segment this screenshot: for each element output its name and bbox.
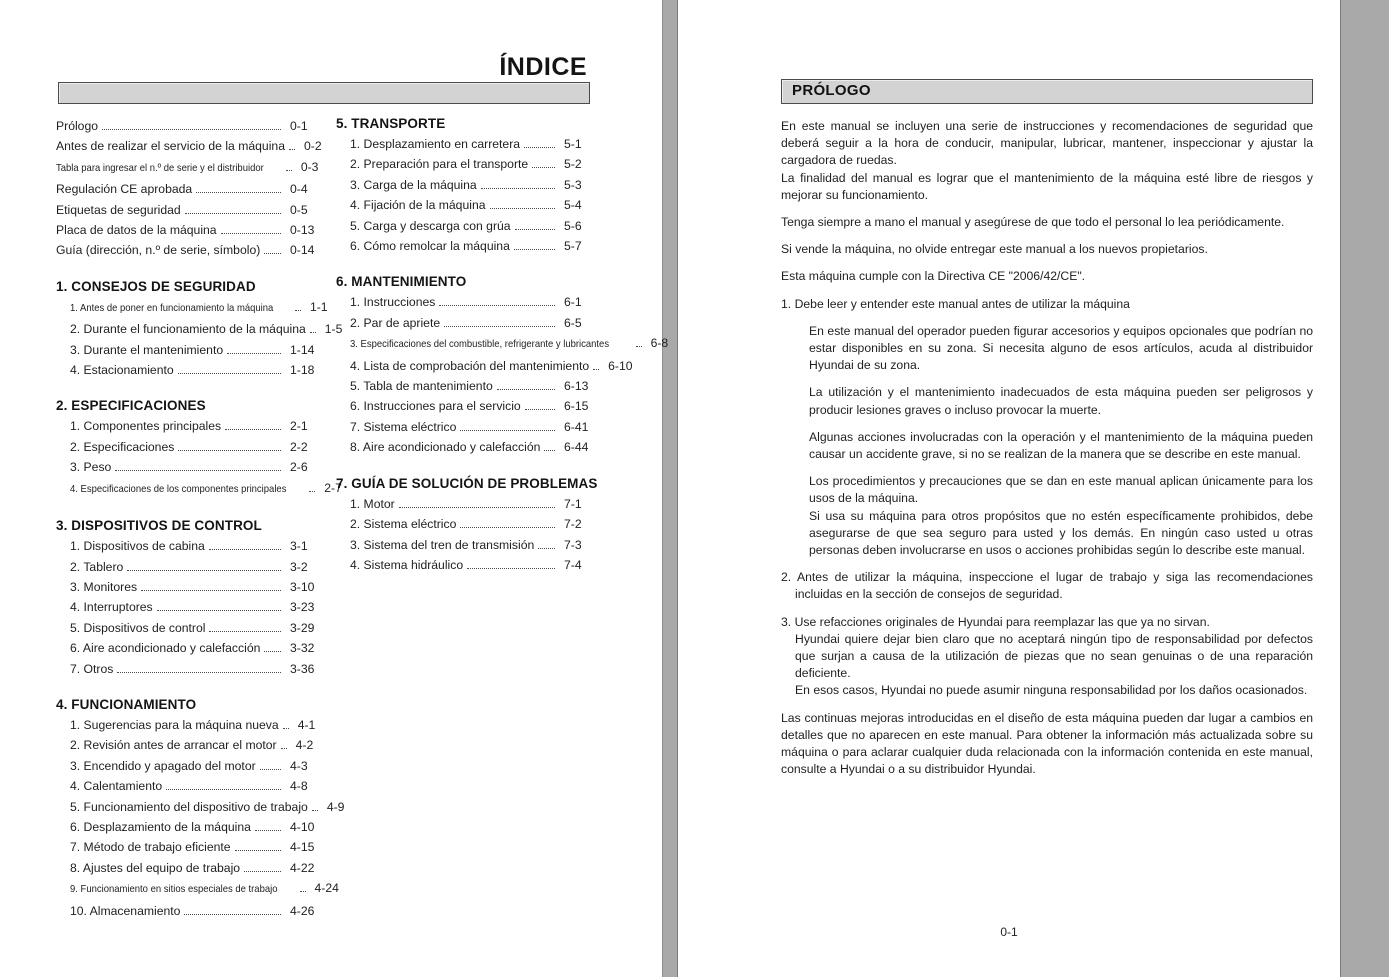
toc-entry-label: 3. Sistema del tren de transmisión [350, 537, 535, 552]
toc-dot-leader [286, 170, 292, 171]
toc-dot-leader [115, 470, 281, 471]
toc-entry-page: 4-15 [290, 840, 315, 855]
prologo-paragraph: 1. Debe leer y entender este manual antes de utilizar la máquina [781, 296, 1130, 311]
toc-entry[interactable] [56, 437, 324, 457]
toc-entry[interactable] [336, 555, 598, 575]
toc-entry-label: 5. Funcionamiento del dispositivo de trabajo [70, 799, 308, 814]
toc-entry[interactable] [56, 179, 324, 199]
toc-group [336, 274, 669, 457]
toc-entry-page: 7-2 [564, 517, 582, 532]
toc-entry-label: 1. Motor [350, 496, 395, 511]
toc-group [56, 518, 324, 679]
toc-dot-leader [524, 147, 555, 148]
section-title: PRÓLOGO [792, 82, 871, 99]
table-of-contents [56, 116, 669, 939]
toc-dot-leader [244, 871, 281, 872]
toc-entry-label: 9. Funcionamiento en sitios especiales de trabajo [70, 884, 278, 896]
toc-entry-page: 7-4 [564, 557, 582, 572]
toc-entry[interactable] [56, 797, 345, 817]
toc-entry[interactable] [56, 557, 324, 577]
toc-entry[interactable] [56, 319, 343, 339]
page-left-indice [0, 0, 669, 977]
toc-entry-label: 2. Par de apriete [350, 315, 441, 330]
toc-group-heading: 7. GUÍA DE SOLUCIÓN DE PROBLEMAS [336, 475, 598, 491]
toc-group [336, 476, 598, 576]
prologo-paragraph: La finalidad del manual es lograr que el mantenimiento de la máquina esté libre de riesgos y mejorar su funcionamiento. [781, 170, 1314, 202]
toc-entry-label: 2. Revisión antes de arrancar el motor [70, 738, 277, 753]
toc-entry-page: 2-6 [290, 460, 308, 475]
prologo-paragraph: La utilización y el mantenimiento inadecuados de esta máquina pueden ser peligrosos y producir lesiones graves o incluso provocar la muerte. [809, 385, 1314, 417]
toc-dot-leader [185, 213, 281, 214]
toc-entry-label: 7. Método de trabajo eficiente [70, 840, 231, 855]
prologo-body [781, 118, 1313, 789]
toc-entry[interactable] [336, 236, 598, 256]
toc-entry[interactable] [56, 715, 324, 735]
toc-dot-leader [264, 253, 281, 254]
toc-group-heading: 3. DISPOSITIVOS DE CONTROL [56, 518, 262, 534]
toc-entry-page: 0-4 [290, 182, 308, 197]
toc-entry-label: 2. Preparación para el transporte [350, 157, 529, 172]
toc-entry-page: 0-14 [290, 243, 315, 258]
toc-entry-page: 1-18 [290, 363, 315, 378]
toc-entry-page: 1-5 [324, 322, 343, 337]
toc-dot-leader [260, 769, 281, 770]
toc-entry-label: 1. Desplazamiento en carretera [350, 137, 521, 151]
toc-dot-leader [289, 149, 295, 150]
toc-entry[interactable] [56, 536, 324, 556]
toc-entry-page: 3-36 [290, 661, 315, 676]
toc-entry-page: 0-3 [300, 159, 319, 174]
page-title: ÍNDICE [499, 53, 588, 81]
toc-dot-leader [283, 728, 289, 729]
toc-group-heading: 2. ESPECIFICACIONES [56, 398, 206, 414]
toc-group-heading: 4. FUNCIONAMIENTO [56, 696, 197, 712]
toc-column-right [324, 116, 669, 939]
toc-entry-page: 4-24 [314, 881, 339, 896]
toc-entry-label: 2. Sistema eléctrico [350, 517, 457, 532]
toc-dot-leader [196, 192, 281, 193]
toc-dot-leader [184, 914, 281, 915]
toc-entry-label: 2. Especificaciones [70, 439, 175, 454]
toc-entry-label: 3. Carga de la máquina [350, 177, 477, 192]
toc-entry-page: 5-2 [564, 157, 582, 172]
toc-entry-page: 6-5 [564, 315, 582, 330]
toc-entry-label: 4. Interruptores [70, 600, 153, 615]
toc-entry[interactable] [336, 292, 598, 312]
toc-entry-label: Tabla para ingresar el n.º de serie y el distribuidor [56, 162, 264, 174]
prologo-paragraph: En esos casos, Hyundai no puede asumir ninguna responsabilidad por los daños ocasionados. [795, 683, 1308, 698]
toc-entry-label: 6. Cómo remolcar la máquina [350, 239, 510, 254]
toc-dot-leader [538, 548, 555, 549]
prologo-header-bar [781, 79, 1313, 104]
toc-dot-leader [514, 249, 555, 250]
toc-entry-page: 2-7 [324, 480, 342, 495]
toc-entry[interactable] [56, 116, 324, 136]
toc-entry-page: 3-1 [290, 539, 308, 554]
toc-entry-label: 4. Estacionamiento [70, 363, 174, 378]
toc-entry-page: 7-1 [564, 496, 582, 511]
toc-entry-page: 4-22 [290, 860, 315, 875]
page-right-prologo [678, 0, 1340, 977]
toc-entry[interactable] [56, 136, 324, 156]
toc-dot-leader [255, 830, 281, 831]
toc-entry-page: 3-29 [290, 620, 315, 635]
toc-dot-leader [295, 310, 301, 311]
toc-entry-page: 6-44 [564, 440, 589, 455]
toc-entry-label: 6. Aire acondicionado y calefacción [70, 641, 261, 656]
toc-entry[interactable] [336, 437, 598, 457]
prologo-paragraph: Los procedimientos y precauciones que se dan en este manual aplican únicamente para los usos de la máquina. [809, 474, 1314, 506]
toc-dot-leader [460, 527, 555, 528]
prologo-paragraph: Si vende la máquina, no olvide entregar este manual a los nuevos propietarios. [781, 242, 1208, 257]
toc-entry-label: 6. Instrucciones para el servicio [350, 399, 521, 414]
toc-entry[interactable] [336, 396, 598, 416]
prologo-paragraph: En este manual se incluyen una serie de instrucciones y recomendaciones de seguridad que deberá seguir a la hora de conducir, manipular, lubricar, mantener, inspeccionar y ajustar la cargadora de ruedas. [781, 119, 1314, 168]
toc-entry-label: 1. Dispositivos de cabina [70, 539, 205, 554]
toc-entry-page: 1-1 [309, 299, 328, 314]
toc-entry-page: 1-14 [290, 342, 315, 357]
toc-entry-page: 7-3 [564, 537, 582, 552]
toc-entry-page: 4-1 [297, 717, 316, 732]
toc-entry[interactable] [56, 817, 324, 837]
toc-entry-label: 4. Calentamiento [70, 779, 163, 794]
toc-entry[interactable] [56, 457, 324, 477]
toc-entry[interactable] [336, 535, 598, 555]
toc-entry[interactable] [336, 417, 598, 437]
toc-entry-label: 4. Especificaciones de los componentes principales [70, 483, 287, 495]
toc-entry-label: 8. Ajustes del equipo de trabajo [70, 860, 241, 875]
toc-dot-leader [209, 549, 281, 550]
toc-dot-leader [490, 208, 556, 209]
toc-entry[interactable] [56, 416, 324, 436]
toc-group [56, 116, 324, 261]
toc-entry-label: 3. Especificaciones del combustible, refrigerante y lubricantes [350, 339, 610, 351]
toc-entry-label: 2. Durante el funcionamiento de la máquina [70, 322, 306, 337]
toc-entry[interactable] [56, 878, 339, 900]
prologo-paragraph: Hyundai quiere dejar bien claro que no aceptará ningún tipo de responsabilidad por defectos que surjan a causa de la utilización de piezas que no sean genuinas o de una reparación deficiente. [795, 631, 1314, 681]
toc-entry[interactable] [336, 134, 598, 154]
toc-entry-label: Antes de realizar el servicio de la máquina [56, 139, 285, 154]
toc-entry[interactable] [56, 240, 324, 260]
toc-entry-page: 4-26 [290, 903, 315, 918]
toc-entry-label: 4. Sistema hidráulico [350, 557, 464, 572]
toc-entry-page: 3-10 [290, 579, 315, 594]
toc-dot-leader [178, 450, 281, 451]
toc-dot-leader [525, 409, 555, 410]
toc-entry-label: 2. Tablero [70, 559, 124, 574]
toc-entry-label: 3. Durante el mantenimiento [70, 342, 224, 357]
toc-entry-page: 2-1 [290, 419, 308, 434]
prologo-paragraph: Si usa su máquina para otros propósitos que no estén específicamente prohibidos, debe asegurarse de que sea seguro para usted y los demás. En ningún caso usted u otras personas deben involucrarse en usos o acciones prohibidas según lo describe este manual. [809, 508, 1314, 558]
toc-entry[interactable] [56, 340, 324, 360]
toc-entry[interactable] [56, 618, 324, 638]
toc-entry-page: 4-3 [290, 758, 308, 773]
toc-entry-label: 1. Antes de poner en funcionamiento la máquina [70, 302, 274, 314]
toc-entry[interactable] [56, 597, 324, 617]
toc-entry-label: 3. Encendido y apagado del motor [70, 758, 256, 773]
toc-entry[interactable] [336, 356, 633, 376]
toc-entry[interactable] [336, 175, 598, 195]
toc-dot-leader [300, 891, 306, 892]
toc-dot-leader [227, 353, 281, 354]
toc-group-heading: 1. CONSEJOS DE SEGURIDAD [56, 278, 256, 294]
toc-dot-leader [264, 651, 281, 652]
toc-entry[interactable] [336, 376, 598, 396]
toc-dot-leader [444, 326, 555, 327]
toc-entry-page: 6-1 [564, 295, 582, 310]
toc-entry-page: 5-6 [564, 218, 582, 233]
toc-dot-leader [310, 332, 316, 333]
toc-entry-page: 2-2 [290, 439, 308, 454]
toc-entry[interactable] [336, 154, 598, 174]
toc-entry-label: 1. Componentes principales [70, 419, 222, 434]
toc-entry-label: 5. Dispositivos de control [70, 620, 206, 635]
toc-dot-leader [127, 570, 281, 571]
toc-entry-page: 5-3 [564, 177, 582, 192]
toc-entry-page: 6-41 [564, 419, 589, 434]
toc-entry-page: 0-1 [290, 119, 308, 133]
toc-dot-leader [225, 429, 281, 430]
toc-entry[interactable] [56, 200, 324, 220]
toc-entry[interactable] [336, 514, 598, 534]
toc-entry[interactable] [56, 638, 324, 658]
toc-entry[interactable] [56, 220, 324, 240]
toc-entry-label: Prólogo [56, 119, 99, 133]
toc-dot-leader [221, 233, 281, 234]
toc-entry[interactable] [56, 756, 324, 776]
toc-entry[interactable] [56, 478, 342, 500]
toc-dot-leader [141, 590, 281, 591]
toc-entry-page: 3-2 [290, 559, 308, 574]
toc-entry-label: Placa de datos de la máquina [56, 223, 217, 238]
toc-column-left [56, 116, 345, 939]
toc-entry-page: 4-2 [295, 738, 314, 753]
toc-entry[interactable] [56, 659, 324, 679]
indice-header-bar [58, 82, 590, 104]
prologo-paragraph: Algunas acciones involucradas con la operación y el mantenimiento de la máquina pueden causar un accidente grave, si no se realizan de la manera que se describe en este manual. [809, 429, 1314, 462]
toc-dot-leader [636, 346, 642, 347]
toc-entry[interactable] [56, 735, 324, 755]
toc-entry-label: 8. Aire acondicionado y calefacción [350, 440, 541, 455]
toc-group [56, 398, 342, 500]
toc-dot-leader [544, 450, 555, 451]
toc-entry[interactable] [56, 901, 324, 921]
page-gutter-divider [662, 0, 678, 977]
toc-group [336, 116, 598, 256]
toc-dot-leader [532, 167, 555, 168]
toc-entry[interactable] [336, 494, 598, 514]
toc-entry-page: 4-9 [326, 799, 345, 814]
toc-dot-leader [515, 229, 555, 230]
toc-entry[interactable] [336, 313, 598, 333]
toc-entry-page: 0-5 [290, 202, 308, 217]
toc-group [56, 696, 345, 921]
toc-dot-leader [102, 129, 281, 130]
toc-entry-label: 1. Sugerencias para la máquina nueva [70, 717, 279, 732]
toc-dot-leader [178, 373, 281, 374]
toc-entry-page: 4-8 [290, 779, 308, 794]
toc-group [56, 278, 343, 381]
toc-entry-label: 5. Tabla de mantenimiento [350, 379, 493, 394]
toc-entry-label: 3. Monitores [70, 579, 138, 594]
prologo-paragraph: 2. Antes de utilizar la máquina, inspeccione el lugar de trabajo y siga las recomendaciones incluidas en la sección de consejos de seguridad. [781, 570, 1314, 602]
toc-entry-label: 6. Desplazamiento de la máquina [70, 819, 251, 834]
toc-dot-leader [481, 188, 555, 189]
toc-entry-page: 0-2 [303, 139, 322, 154]
toc-entry-page: 5-4 [564, 198, 582, 213]
toc-dot-leader [166, 789, 281, 790]
toc-entry[interactable] [336, 195, 598, 215]
toc-entry-label: 5. Carga y descarga con grúa [350, 218, 511, 233]
toc-dot-leader [497, 389, 555, 390]
toc-dot-leader [281, 748, 287, 749]
toc-dot-leader [157, 610, 281, 611]
toc-entry-page: 5-7 [564, 239, 582, 254]
toc-entry-label: 7. Otros [70, 661, 114, 676]
toc-entry-label: Regulación CE aprobada [56, 182, 193, 197]
prologo-paragraph: Esta máquina cumple con la Directiva CE "2006/42/CE". [781, 269, 1086, 284]
toc-entry-label: 4. Fijación de la máquina [350, 198, 486, 213]
toc-dot-leader [209, 631, 281, 632]
toc-dot-leader [439, 305, 555, 306]
toc-entry-page: 6-13 [564, 379, 589, 394]
prologo-paragraph: Las continuas mejoras introducidas en el diseño de esta máquina pueden dar lugar a cambios en detalles que no aparecen en este manual. Para obtener la información más actualizada sobre su máquina o para aclarar cualquier duda relacionada con la información contenida en este manual, consulte a Hyundai o a su distribuidor Hyundai. [781, 710, 1314, 777]
toc-entry-page: 6-10 [608, 358, 633, 373]
toc-entry-label: 3. Peso [70, 460, 112, 475]
toc-entry-label: 1. Instrucciones [350, 295, 436, 310]
right-page-margin-band [1340, 0, 1389, 977]
toc-entry-page: 6-15 [564, 399, 589, 414]
toc-group-heading: 6. MANTENIMIENTO [336, 274, 467, 290]
toc-entry[interactable] [56, 297, 328, 319]
toc-entry[interactable] [56, 360, 324, 380]
toc-dot-leader [467, 568, 555, 569]
toc-entry[interactable] [336, 333, 669, 355]
toc-entry[interactable] [336, 216, 598, 236]
toc-entry[interactable] [56, 776, 324, 796]
toc-entry-label: Guía (dirección, n.º de serie, símbolo) [56, 243, 261, 258]
toc-entry-page: 3-23 [290, 600, 315, 615]
toc-entry[interactable] [56, 577, 324, 597]
toc-dot-leader [235, 850, 281, 851]
toc-dot-leader [593, 369, 599, 370]
toc-entry-label: 10. Almacenamiento [70, 903, 181, 918]
toc-entry-page: 6-8 [650, 336, 669, 351]
toc-dot-leader [460, 430, 555, 431]
toc-group-heading: 5. TRANSPORTE [336, 116, 446, 131]
toc-entry[interactable] [56, 157, 324, 179]
toc-entry-page: 3-32 [290, 641, 315, 656]
toc-dot-leader [399, 507, 555, 508]
toc-dot-leader [117, 672, 281, 673]
prologo-paragraph: Tenga siempre a mano el manual y asegúrese de que todo el personal lo lea periódicamente. [781, 215, 1285, 230]
toc-dot-leader [312, 810, 318, 811]
toc-entry-label: 7. Sistema eléctrico [350, 419, 457, 434]
toc-entry-label: Etiquetas de seguridad [56, 202, 181, 217]
toc-entry-page: 0-13 [290, 223, 315, 238]
prologo-paragraph: En este manual del operador pueden figurar accesorios y equipos opcionales que podrían no estar disponibles en su zona. Si necesita alguno de esos artículos, acuda al distribuidor Hyundai de su zona. [809, 323, 1314, 373]
toc-dot-leader [309, 491, 315, 492]
page-folio: 0-1 [1000, 925, 1018, 939]
toc-entry[interactable] [56, 837, 324, 857]
toc-entry-page: 4-10 [290, 819, 315, 834]
toc-entry[interactable] [56, 858, 324, 878]
toc-entry-label: 4. Lista de comprobación del mantenimiento [350, 358, 590, 373]
prologo-paragraph: 3. Use refacciones originales de Hyundai para reemplazar las que ya no sirvan. [781, 614, 1210, 629]
toc-entry-page: 5-1 [564, 137, 582, 151]
